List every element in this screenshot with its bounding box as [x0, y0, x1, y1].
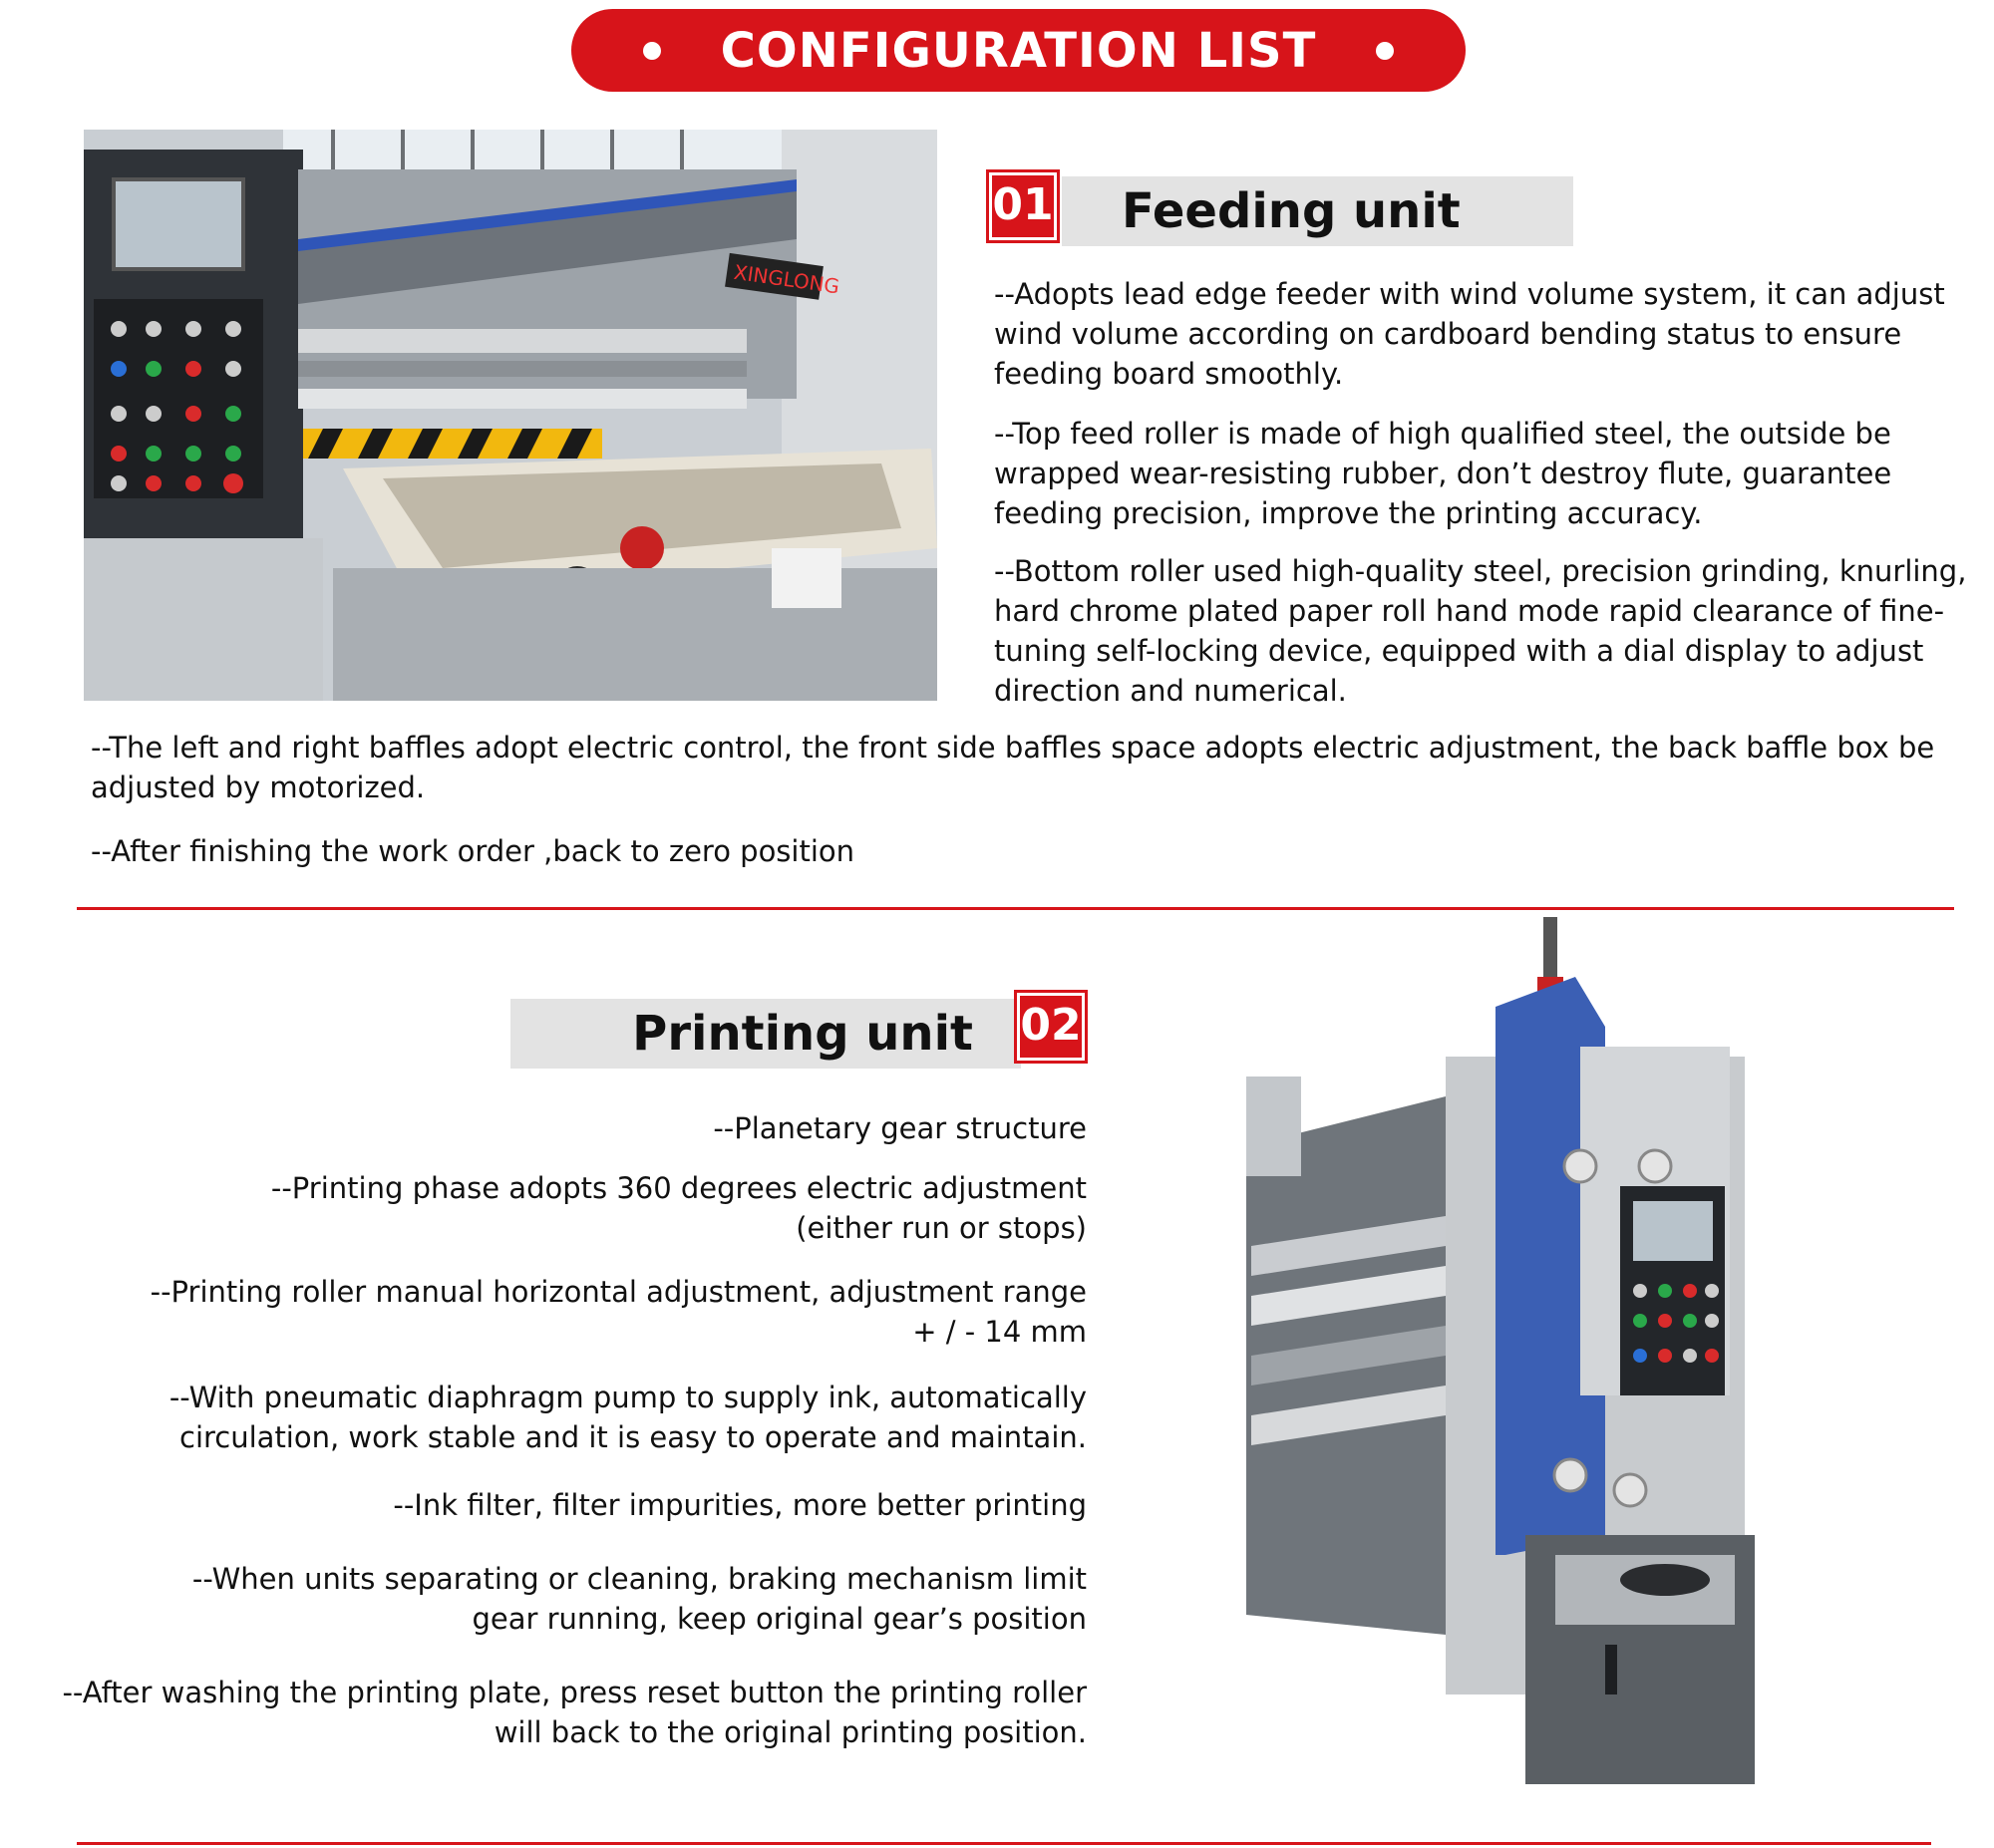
section-number-badge: 01	[989, 172, 1057, 240]
feeding-unit-photo	[84, 130, 937, 701]
section-title: Printing unit	[510, 999, 1021, 1069]
feeding-item-2: --Top feed roller is made of high qualified steel, the outside be wrapped wear-resisting rubber, don’t destroy flute, guarantee feeding precision, improve the printing accuracy.	[994, 417, 1892, 530]
printing-item-3: --Printing roller manual horizontal adjustment, adjustment range + / - 14 mm	[150, 1275, 1087, 1349]
feeding-item-4: --The left and right baffles adopt electric control, the front side baffles space adopts electric adjustment, the back baffle box be adjusted by motorized.	[91, 731, 1935, 804]
printing-item-6: --When units separating or cleaning, braking mechanism limit gear running, keep original gear’s position	[191, 1562, 1087, 1636]
feeding-item-3: --Bottom roller used high-quality steel, precision grinding, knurling, hard chrome plated paper roll hand mode rapid clearance of fine-tuning self-locking device, equipped with a dial display to adjust direction and numerical.	[994, 554, 1967, 708]
printing-unit-photo	[1226, 917, 1775, 1794]
bullet-dot-icon	[643, 42, 661, 60]
bottom-divider	[77, 1842, 1931, 1845]
section-title: Feeding unit	[1062, 176, 1573, 246]
printing-item-4: --With pneumatic diaphragm pump to supply ink, automatically circulation, work stable and it is easy to operate and maintain.	[168, 1381, 1087, 1454]
section-divider	[77, 907, 1954, 910]
feeding-item-5: --After finishing the work order ,back to zero position	[91, 834, 855, 868]
section-number-badge: 02	[1017, 993, 1085, 1061]
banner-title: CONFIGURATION LIST	[720, 22, 1317, 79]
printing-item-2: --Printing phase adopts 360 degrees electric adjustment (either run or stops)	[270, 1171, 1087, 1245]
configuration-banner	[571, 9, 1466, 92]
brand-plate-text: XINGLONG	[732, 259, 841, 299]
printing-item-7: --After washing the printing plate, press reset button the printing roller will back to the original printing position.	[62, 1676, 1087, 1749]
printing-item-1: --Planetary gear structure	[713, 1111, 1087, 1145]
bullet-dot-icon	[1376, 42, 1394, 60]
printing-item-5: --Ink filter, filter impurities, more better printing	[393, 1488, 1087, 1522]
feeding-item-1: --Adopts lead edge feeder with wind volume system, it can adjust wind volume according on cardboard bending status to ensure feeding board smoothly.	[994, 277, 1945, 391]
